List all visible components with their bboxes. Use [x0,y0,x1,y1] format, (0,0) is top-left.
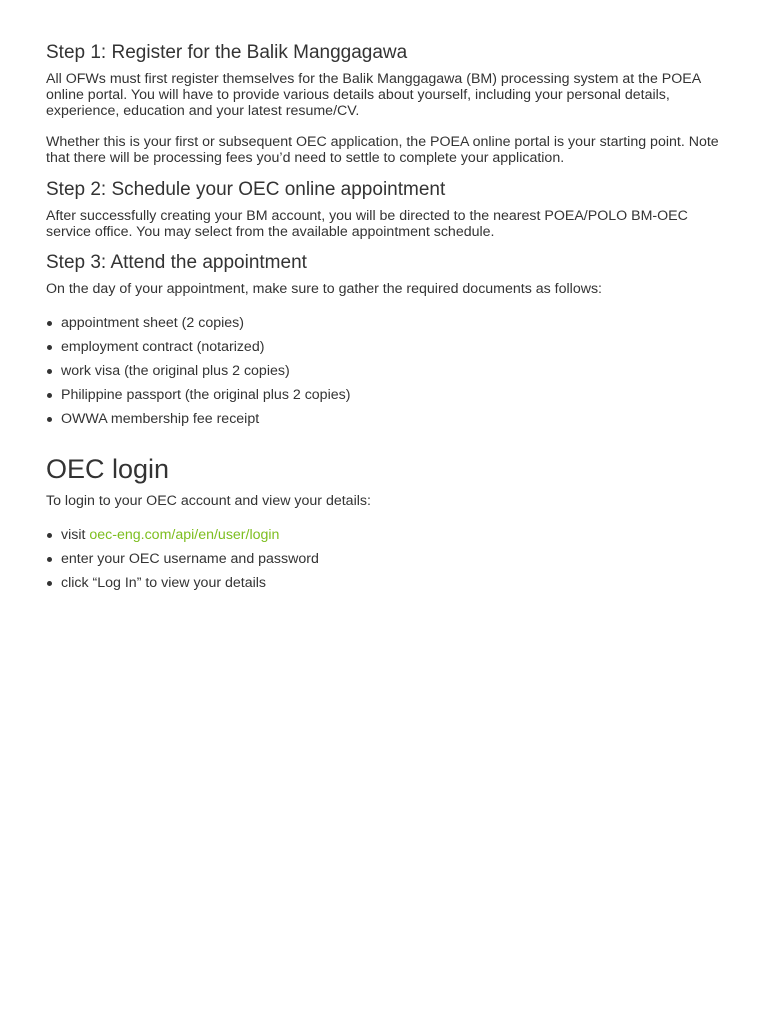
oec-login-heading: OEC login [46,454,170,484]
list-item: click “Log In” to view your details [61,571,722,595]
oec-login-link[interactable]: oec-eng.com/api/en/user/login [89,527,280,543]
step3-heading: Step 3: Attend the appointment [46,252,307,273]
step1-paragraph-2: Whether this is your first or subsequent OEC application, the POEA online portal is your starting point. Note that there will be processing fees you’d need to settle to complete your application. [46,134,719,166]
list-item: work visa (the original plus 2 copies) [61,359,722,383]
required-documents-list [46,311,722,431]
step2-heading: Step 2: Schedule your OEC online appointment [46,179,446,200]
oec-login-paragraph: To login to your OEC account and view your details: [46,493,371,509]
list-item: Philippine passport (the original plus 2 copies) [61,383,722,407]
step2-paragraph: After successfully creating your BM account, you will be directed to the nearest POEA/POLO BM-OEC service office. You may select from the available appointment schedule. [46,208,688,240]
visit-prefix: visit [61,527,90,543]
step3-paragraph: On the day of your appointment, make sure to gather the required documents as follows: [46,281,602,297]
list-item [61,523,722,547]
list-item: OWWA membership fee receipt [61,407,722,431]
list-item: enter your OEC username and password [61,547,722,571]
list-item: employment contract (notarized) [61,335,722,359]
list-item: appointment sheet (2 copies) [61,311,722,335]
step1-heading: Step 1: Register for the Balik Manggagawa [46,42,408,63]
oec-login-steps-list [46,523,722,595]
step1-paragraph-1: All OFWs must first register themselves for the Balik Manggagawa (BM) processing system at the POEA online portal. You will have to provide various details about yourself, including your personal details, experience, education and your latest resume/CV. [46,71,701,119]
